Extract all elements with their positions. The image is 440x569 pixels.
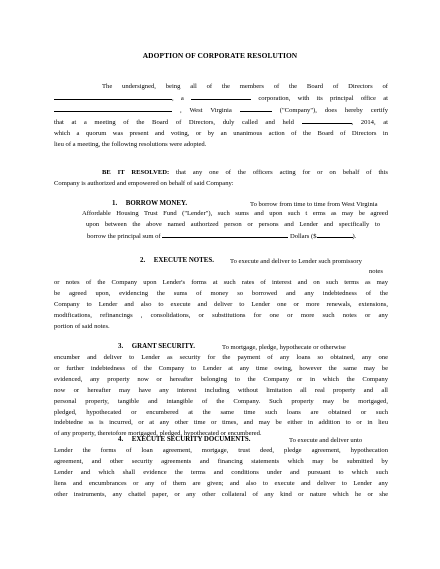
- principal-words-blank[interactable]: [162, 231, 288, 238]
- section-4-line-5: liens and encumbrances or any of them are given; and also to execute and deliver to Lender any: [54, 479, 388, 487]
- section-1-heading: 1. BORROW MONEY.: [112, 200, 188, 207]
- section-4-body: [54, 446, 388, 501]
- section-3-line-7: pledged, hypothecated or encumbered at the same time such loans are obtained or such: [54, 408, 388, 416]
- section-3-line-9: of any property, theretofore mortgaged, pledged, hypothecated or encumbered.: [54, 430, 262, 438]
- section-4-line-2: Lender the forms of loan agreement, mortgage, trust deed, pledge agreement, hypothecation: [54, 447, 388, 454]
- company-name-blank[interactable]: [54, 93, 172, 100]
- section-2-line-1: To execute and deliver to Lender such promissory: [230, 258, 362, 265]
- resolved-heading: BE IT RESOLVED:: [102, 169, 170, 176]
- section-3-line-2: encumber and deliver to Lender as security for the payment of any loans so obtained, any one: [54, 354, 388, 361]
- section-2-body: [54, 278, 388, 333]
- intro-line-2: , a corporation, with its principal office at: [54, 93, 388, 105]
- document-title: ADOPTION OF CORPORATE RESOLUTION: [142, 51, 298, 60]
- section-1-line-2: Affordable Housing Trust Fund ("Lender"), such sums and upon such t erms as may be agreed: [82, 210, 388, 217]
- intro-line-3: , West Virginia ("Company"), does hereby certify: [54, 105, 388, 117]
- resolved-paragraph: BE IT RESOLVED: that any one of the officers acting for or on behalf of this Company is authorized and empowered on behalf of said Company:: [54, 168, 388, 190]
- section-2-heading: 2. EXECUTE NOTES.: [140, 257, 214, 264]
- section-2-line-6: portion of said notes.: [54, 322, 110, 330]
- section-2-line-1b: notes: [369, 268, 383, 275]
- intro-line-5: which a quorum was present and voting, or by an unanimous action of the Board of Directors in: [54, 129, 388, 137]
- section-2-line-5: modifications, refinancings , consolidations, or substitutions for one or more such notes or any: [54, 311, 388, 319]
- intro-line-1: The undersigned, being all of the members of the Board of Directors of: [102, 83, 388, 90]
- section-1-body: [80, 209, 388, 243]
- section-3-line-3: or further indebtedness of the Company to Lender at any time owing, however the same may be: [54, 364, 388, 372]
- section-4-heading: 4. EXECUTE SECURITY DOCUMENTS.: [118, 436, 251, 443]
- section-4-line-1: To execute and deliver unto: [289, 437, 363, 444]
- resolved-line-2: Company is authorized and empowered on behalf of said Company:: [54, 179, 234, 187]
- section-3-heading: 3. GRANT SECURITY.: [118, 343, 195, 350]
- section-4-line-4: Lender and which shall evidence the terms and conditions under and pursuant to which such: [54, 468, 388, 476]
- section-2-line-2: or notes of the Company upon Lender's forms at such rates of interest and on such terms as may: [54, 279, 388, 286]
- intro-line-6: lieu of a meeting, the following resolutions were adopted.: [54, 140, 207, 148]
- section-1-line-3: upon between the above named authorized person or persons and Lender and specifically to: [86, 220, 380, 228]
- section-2-line-3: be agreed upon, evidencing the sums of money so borrowed and any indebtedness of the: [54, 289, 388, 297]
- state-of-incorporation-blank[interactable]: [191, 93, 251, 100]
- section-3-line-4: evidenced, any property now or hereafter belonging to the Company or in which the Company: [54, 375, 388, 383]
- section-4-line-6: other instruments, any chattel paper, or any other collateral of any kind or nature which he or she: [54, 490, 388, 498]
- meeting-date-blank[interactable]: [302, 117, 352, 124]
- intro-paragraph: [54, 82, 388, 150]
- section-2-line-4: Company to Lender and also to execute and deliver to Lender one or more renewals, extensions,: [54, 300, 388, 308]
- section-4-line-3: agreement, and other security agreements and financing statements which may be submitted by: [54, 457, 388, 465]
- office-address-blank[interactable]: [54, 105, 172, 112]
- section-3-body: [54, 353, 388, 440]
- intro-line-4: that at a meeting of the Board of Directors, duly called and held , 2014, at: [54, 118, 388, 126]
- county-blank[interactable]: [240, 105, 272, 112]
- section-3-line-1: To mortgage, pledge, hypothecate or otherwise: [222, 344, 346, 351]
- section-3-line-6: personal property, tangible and intangible of the Company. Such property may be mortgaged,: [54, 397, 388, 405]
- section-3-line-8: indebtedne ss is incurred, or at any other time or times, and may be either in addition to or in lieu: [54, 419, 388, 427]
- section-3-line-5: now or hereafter may have any interest including without limitation all real property and all: [54, 386, 388, 394]
- section-1-line-1: To borrow from time to time from West Virginia: [250, 201, 378, 208]
- section-1-line-4: borrow the principal sum of Dollars ($ ).: [87, 232, 357, 240]
- principal-amount-blank[interactable]: [317, 231, 353, 238]
